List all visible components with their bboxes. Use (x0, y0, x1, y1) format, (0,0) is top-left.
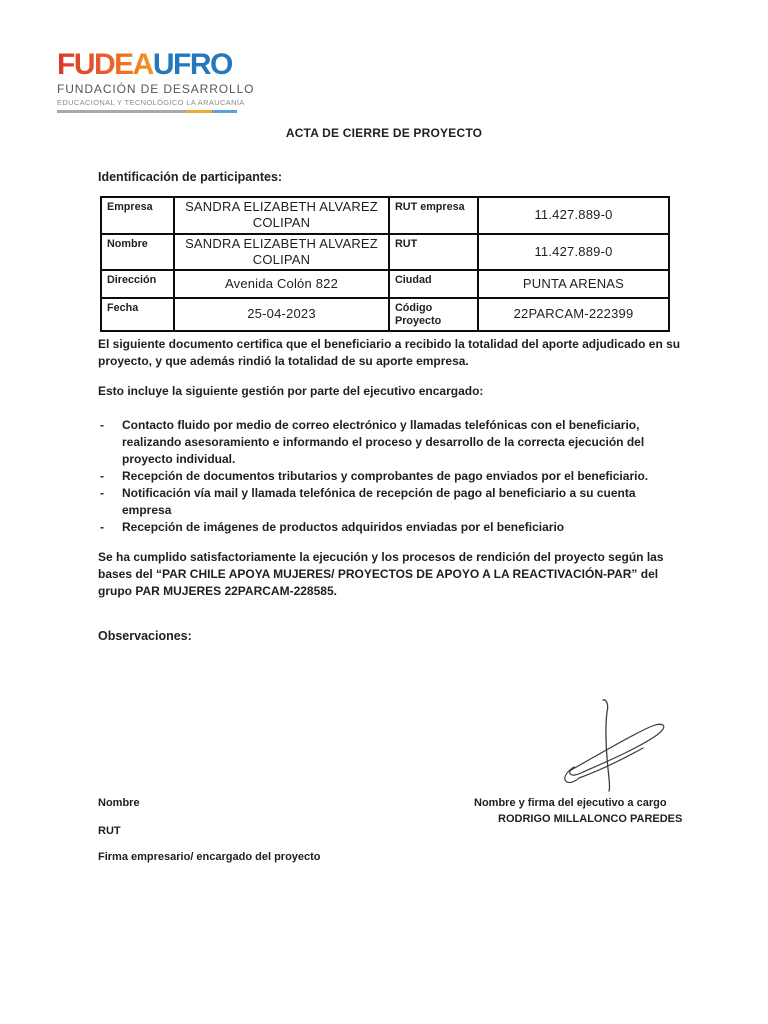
bullet-item (100, 417, 686, 468)
logo-brand-ufro: UFRO (152, 48, 232, 81)
logo-color-bar (57, 110, 237, 113)
codigo-proyecto-value: 22PARCAM-222399 (478, 298, 669, 331)
executive-name: RODRIGO MILLALONCO PAREDES (498, 813, 683, 825)
bullet-item (100, 468, 686, 485)
bullet-text: Recepción de documentos tributarios y comprobantes de pago enviados por el beneficiario. (122, 469, 649, 483)
bullet-text: Recepción de imágenes de productos adquiridos enviadas por el beneficiario (122, 520, 565, 534)
executive-caption: Nombre y firma del ejecutivo a cargo (474, 797, 667, 809)
fudea-ufro-logo (57, 48, 255, 113)
fecha-value: 25-04-2023 (174, 298, 389, 331)
rut-empresa-value: 11.427.889-0 (478, 197, 669, 234)
nombre-value: SANDRA ELIZABETH ALVAREZ COLIPAN (174, 234, 389, 271)
footer-rut-label: RUT (98, 825, 121, 837)
participants-table (100, 196, 670, 332)
ciudad-value: PUNTA ARENAS (478, 270, 669, 298)
participants-section-heading: Identificación de participantes: (98, 170, 283, 184)
paragraph-compliance: Se ha cumplido satisfactoriamente la ejecución y los procesos de rendición del proyecto según las bases del “PAR CHILE APOYA MUJERES/ PROYECTOS DE APOYO A LA REACTIVACIÓN-PAR” del grupo PAR MUJERES 22PARCAM-228585. (98, 550, 664, 598)
codigo-proyecto-label: Código Proyecto (389, 298, 478, 331)
footer-firma-label: Firma empresario/ encargado del proyecto (98, 851, 321, 863)
bullet-item (100, 485, 686, 519)
bullet-item (100, 519, 686, 536)
bullet-text: Notificación vía mail y llamada telefónica de recepción de pago al beneficiario a su cuenta empresa (122, 486, 636, 517)
rut-empresa-label: RUT empresa (389, 197, 478, 234)
ciudad-label: Ciudad (389, 270, 478, 298)
fecha-label: Fecha (101, 298, 174, 331)
footer-executive-block (474, 795, 686, 827)
logo-tagline: EDUCACIONAL Y TECNOLÓGICO LA ARAUCANÍA (57, 98, 245, 107)
paragraph-includes: Esto incluye la siguiente gestión por parte del ejecutivo encargado: (98, 384, 484, 398)
table-row-nombre (101, 234, 669, 271)
empresa-value: SANDRA ELIZABETH ALVAREZ COLIPAN (174, 197, 389, 234)
footer-nombre-label: Nombre (98, 797, 140, 809)
rut-label: RUT (389, 234, 478, 271)
bullet-dash: - (100, 486, 104, 500)
nombre-label: Nombre (101, 234, 174, 271)
observations-heading: Observaciones: (98, 629, 192, 643)
bullet-dash: - (100, 418, 104, 432)
logo-brand-text (57, 50, 239, 80)
document-title: ACTA DE CIERRE DE PROYECTO (285, 126, 483, 140)
signature-scribble (533, 690, 713, 798)
logo-subtitle: FUNDACIÓN DE DESARROLLO (57, 82, 255, 96)
paragraph-certify: El siguiente documento certifica que el beneficiario a recibido la totalidad del aporte adjudicado en su proyecto, y que además rindió la totalidad de su aporte empresa. (98, 337, 681, 368)
table-row-fecha (101, 298, 669, 331)
logo-brand-fudea: FUDEA (57, 48, 153, 81)
bullet-text: Contacto fluido por medio de correo electrónico y llamadas telefónicas con el beneficiario, realizando asesoramiento e informando el proceso y desarrollo de la correcta ejecución del proyecto individual. (122, 418, 645, 466)
bullet-dash: - (100, 469, 104, 483)
bullet-dash: - (100, 520, 104, 534)
rut-value: 11.427.889-0 (478, 234, 669, 271)
bullet-list (100, 417, 686, 536)
empresa-label: Empresa (101, 197, 174, 234)
direccion-value: Avenida Colón 822 (174, 270, 389, 298)
direccion-label: Dirección (101, 270, 174, 298)
table-row-empresa (101, 197, 669, 234)
table-row-direccion (101, 270, 669, 298)
